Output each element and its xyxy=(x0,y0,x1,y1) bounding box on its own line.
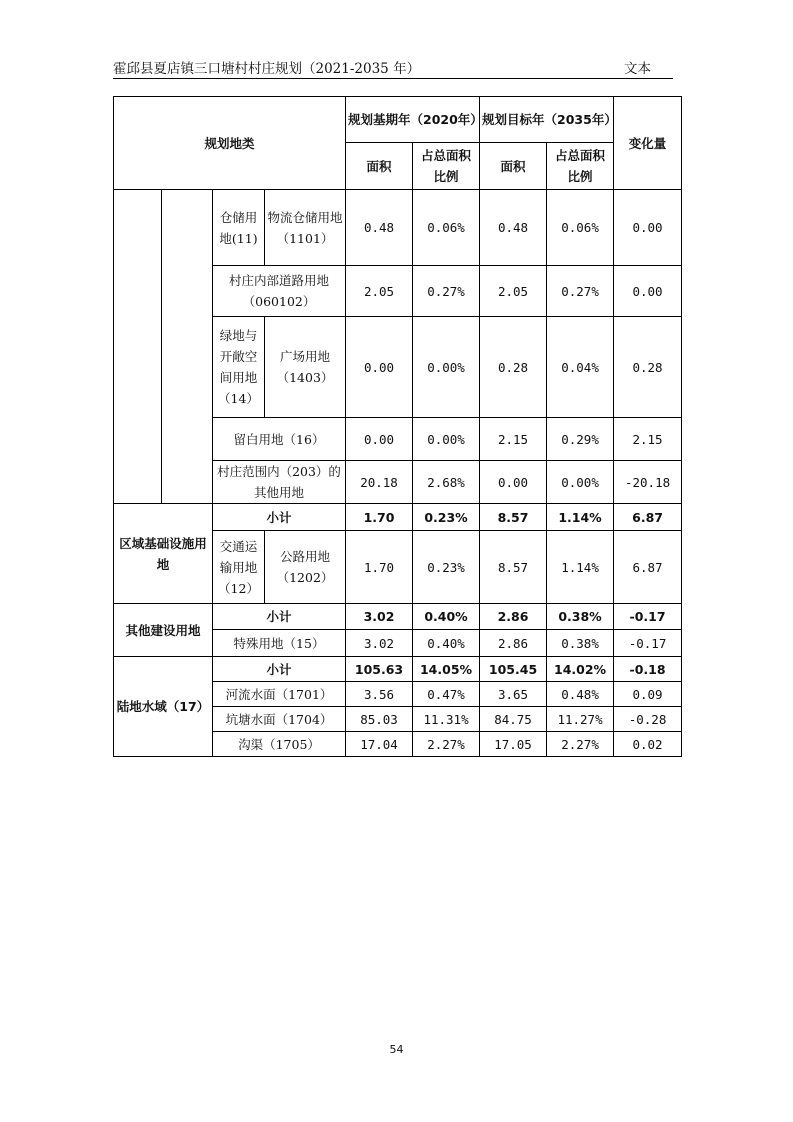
cell-base-ratio: 0.00% xyxy=(413,418,480,461)
land-use-table xyxy=(113,96,682,757)
subtotal-row xyxy=(114,604,682,630)
cell-change: 2.15 xyxy=(614,418,682,461)
subtotal-row xyxy=(114,657,682,682)
cell-base-ratio: 0.06% xyxy=(413,190,480,266)
cell-base-ratio: 2.68% xyxy=(413,461,480,504)
header-target-ratio: 占总面积比例 xyxy=(547,143,614,190)
header-change: 变化量 xyxy=(614,97,682,190)
cell-target-ratio: 0.06% xyxy=(547,190,614,266)
subtotal-label: 小计 xyxy=(213,604,346,630)
cell-base-ratio: 0.23% xyxy=(413,504,480,531)
header-base-area: 面积 xyxy=(346,143,413,190)
cell-base-area: 1.70 xyxy=(346,504,413,531)
cell-change: 0.09 xyxy=(614,682,682,707)
cell-base-ratio: 0.40% xyxy=(413,604,480,630)
row-label: 留白用地（16） xyxy=(213,418,346,461)
cell-target-area: 0.48 xyxy=(480,190,547,266)
cell-target-area: 2.05 xyxy=(480,266,547,317)
cell-change: 6.87 xyxy=(614,531,682,604)
cell-change: 0.00 xyxy=(614,266,682,317)
cell-target-ratio: 1.14% xyxy=(547,504,614,531)
cell-change: 0.00 xyxy=(614,190,682,266)
cell-target-ratio: 0.00% xyxy=(547,461,614,504)
page-header xyxy=(113,56,673,79)
header-category: 规划地类 xyxy=(114,97,346,190)
document-title: 霍邱县夏店镇三口塘村村庄规划（2021-2035 年） xyxy=(113,61,421,77)
cell-target-area: 2.86 xyxy=(480,630,547,657)
subtotal-row xyxy=(114,504,682,531)
cell-target-area: 8.57 xyxy=(480,531,547,604)
cell-change: 6.87 xyxy=(614,504,682,531)
cell-base-area: 3.56 xyxy=(346,682,413,707)
group-label: 其他建设用地 xyxy=(114,604,213,657)
blank-cell xyxy=(162,190,213,504)
header-target-area: 面积 xyxy=(480,143,547,190)
header-base-ratio: 占总面积比例 xyxy=(413,143,480,190)
cell-base-ratio: 11.31% xyxy=(413,707,480,732)
blank-cell xyxy=(114,190,162,504)
row-label: 特殊用地（15） xyxy=(213,630,346,657)
cell-target-ratio: 0.29% xyxy=(547,418,614,461)
cell-base-area: 85.03 xyxy=(346,707,413,732)
row-label-level2: 广场用地（1403） xyxy=(265,317,346,418)
row-label: 村庄范围内（203）的其他用地 xyxy=(213,461,346,504)
subtotal-label: 小计 xyxy=(213,657,346,682)
cell-target-area: 0.28 xyxy=(480,317,547,418)
cell-target-ratio: 0.48% xyxy=(547,682,614,707)
table-row xyxy=(114,190,682,266)
page-number: 54 xyxy=(389,1043,404,1056)
row-label-level1: 仓储用地(11) xyxy=(213,190,265,266)
cell-base-area: 3.02 xyxy=(346,604,413,630)
row-label: 沟渠（1705） xyxy=(213,732,346,757)
row-label-level1: 交通运输用地（12） xyxy=(213,531,265,604)
cell-target-ratio: 0.27% xyxy=(547,266,614,317)
cell-change: -0.17 xyxy=(614,604,682,630)
group-label: 陆地水域（17） xyxy=(114,657,213,757)
group-label: 区域基础设施用地 xyxy=(114,504,213,604)
cell-target-area: 2.15 xyxy=(480,418,547,461)
cell-base-area: 0.00 xyxy=(346,418,413,461)
cell-base-ratio: 14.05% xyxy=(413,657,480,682)
cell-change: -0.17 xyxy=(614,630,682,657)
cell-target-area: 8.57 xyxy=(480,504,547,531)
cell-target-ratio: 0.38% xyxy=(547,604,614,630)
cell-change: -0.18 xyxy=(614,657,682,682)
cell-change: -0.28 xyxy=(614,707,682,732)
header-target-year: 规划目标年（2035年） xyxy=(480,97,614,143)
cell-change: 0.28 xyxy=(614,317,682,418)
cell-target-ratio: 11.27% xyxy=(547,707,614,732)
cell-base-area: 0.00 xyxy=(346,317,413,418)
cell-base-area: 1.70 xyxy=(346,531,413,604)
cell-base-area: 2.05 xyxy=(346,266,413,317)
cell-target-ratio: 14.02% xyxy=(547,657,614,682)
row-label: 河流水面（1701） xyxy=(213,682,346,707)
subtotal-label: 小计 xyxy=(213,504,346,531)
cell-base-ratio: 2.27% xyxy=(413,732,480,757)
cell-target-area: 105.45 xyxy=(480,657,547,682)
cell-target-area: 17.05 xyxy=(480,732,547,757)
row-label: 村庄内部道路用地（060102） xyxy=(213,266,346,317)
cell-target-ratio: 0.04% xyxy=(547,317,614,418)
document-section: 文本 xyxy=(624,61,651,77)
cell-base-ratio: 0.47% xyxy=(413,682,480,707)
cell-change: -20.18 xyxy=(614,461,682,504)
row-label-level2: 物流仓储用地（1101） xyxy=(265,190,346,266)
cell-target-ratio: 1.14% xyxy=(547,531,614,604)
cell-base-ratio: 0.23% xyxy=(413,531,480,604)
cell-base-ratio: 0.00% xyxy=(413,317,480,418)
cell-base-area: 3.02 xyxy=(346,630,413,657)
cell-base-area: 20.18 xyxy=(346,461,413,504)
cell-base-area: 105.63 xyxy=(346,657,413,682)
table-header-row xyxy=(114,97,682,143)
cell-target-area: 3.65 xyxy=(480,682,547,707)
cell-target-ratio: 0.38% xyxy=(547,630,614,657)
cell-target-ratio: 2.27% xyxy=(547,732,614,757)
cell-base-area: 17.04 xyxy=(346,732,413,757)
header-base-year: 规划基期年（2020年） xyxy=(346,97,480,143)
cell-target-area: 0.00 xyxy=(480,461,547,504)
cell-target-area: 2.86 xyxy=(480,604,547,630)
row-label-level1: 绿地与开敞空间用地（14） xyxy=(213,317,265,418)
cell-base-area: 0.48 xyxy=(346,190,413,266)
cell-base-ratio: 0.40% xyxy=(413,630,480,657)
row-label-level2: 公路用地（1202） xyxy=(265,531,346,604)
cell-target-area: 84.75 xyxy=(480,707,547,732)
cell-change: 0.02 xyxy=(614,732,682,757)
cell-base-ratio: 0.27% xyxy=(413,266,480,317)
row-label: 坑塘水面（1704） xyxy=(213,707,346,732)
